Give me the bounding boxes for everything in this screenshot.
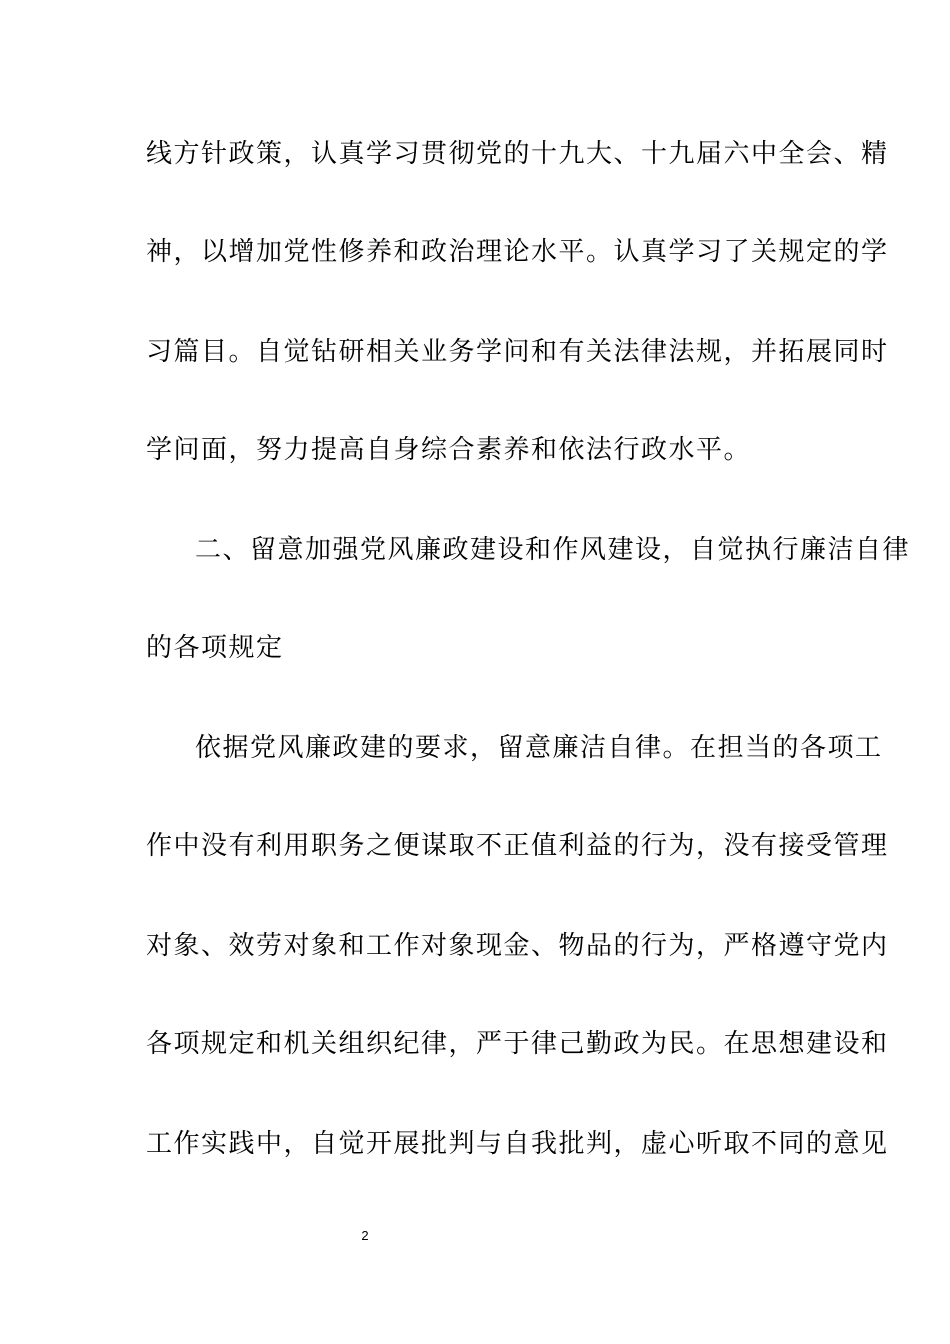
paragraph-2-line-5: 工作实践中，自觉开展批判与自我批判，虚心听取不同的意见 — [146, 1129, 889, 1159]
paragraph-1-line-1: 线方针政策，认真学习贯彻党的十九大、十九届六中全会、精 — [146, 139, 889, 169]
paragraph-1-line-2: 神，以增加党性修养和政治理论水平。认真学习了关规定的学 — [146, 237, 889, 267]
paragraph-1-line-3: 习篇目。自觉钻研相关业务学问和有关法律法规，并拓展同时 — [146, 337, 889, 367]
section-2-heading-line-2: 的各项规定 — [146, 633, 284, 663]
paragraph-1-line-4: 学问面，努力提高自身综合素养和依法行政水平。 — [146, 435, 752, 465]
section-2-heading-line-1: 二、留意加强党风廉政建设和作风建设，自觉执行廉洁自律 — [195, 535, 911, 565]
paragraph-2-line-1: 依据党风廉政建的要求，留意廉洁自律。在担当的各项工 — [195, 733, 883, 763]
paragraph-2-line-4: 各项规定和机关组织纪律，严于律己勤政为民。在思想建设和 — [146, 1029, 889, 1059]
paragraph-2-line-2: 作中没有利用职务之便谋取不正值利益的行为，没有接受管理 — [146, 831, 889, 861]
paragraph-2-line-3: 对象、效劳对象和工作对象现金、物品的行为，严格遵守党内 — [146, 931, 889, 961]
page-number: 2 — [361, 1228, 369, 1243]
